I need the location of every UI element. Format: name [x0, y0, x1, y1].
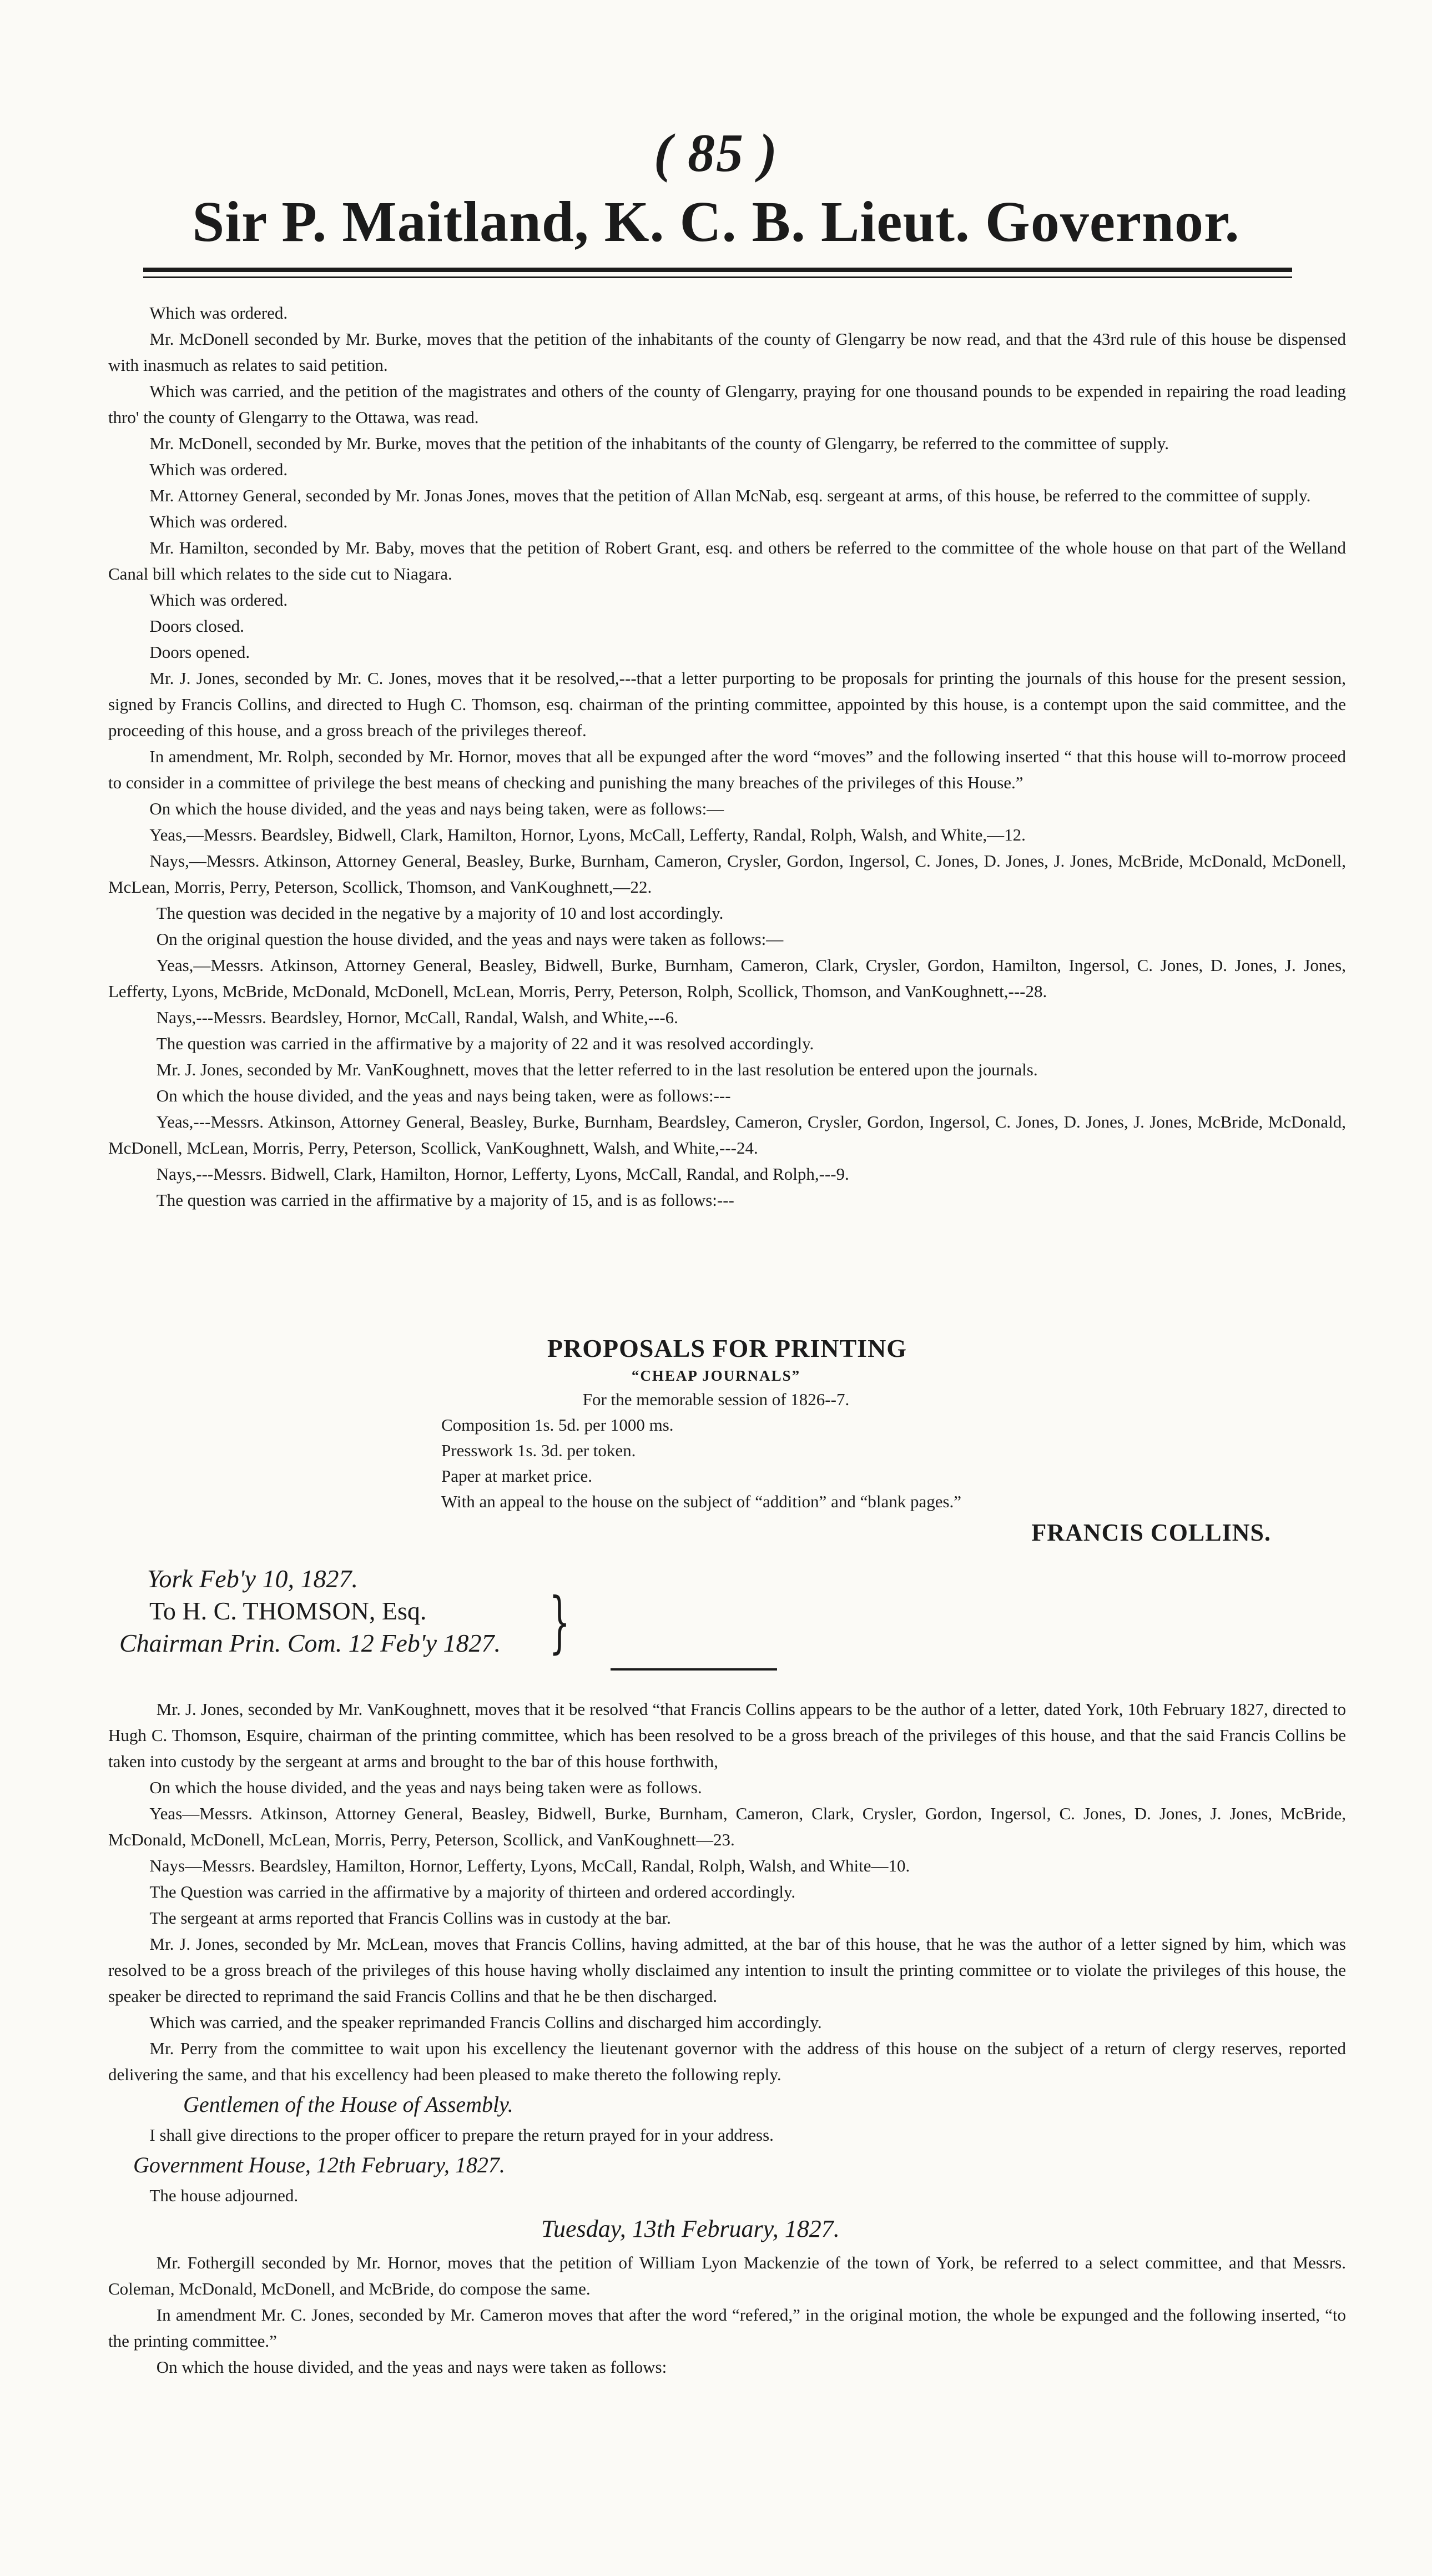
paragraph: On which the house divided, and the yeas and nays being taken, were as follows:—: [149, 799, 724, 818]
paragraph: The question was decided in the negative by a majority of 10 and lost accordingly.: [156, 903, 724, 923]
day-heading: Tuesday, 13th February, 1827.: [541, 2215, 840, 2242]
address-brace: }: [549, 1584, 571, 1661]
paragraph: The Question was carried in the affirmative by a majority of thirteen and ordered accordingly.: [149, 1882, 796, 1901]
paragraph: On the original question the house divided, and the yeas and nays were taken as follows:—: [156, 929, 784, 949]
proposal-line: Paper at market price.: [441, 1466, 592, 1486]
proposal-line: Composition 1s. 5d. per 1000 ms.: [441, 1415, 674, 1435]
paragraph: Mr. Perry from the committee to wait upon his excellency the lieutenant governor with the address of this house on the subject of a return of clergy reserves, reported delivering the same, and that his excellency had been pleased to make thereto the following reply.: [108, 2039, 1346, 2084]
paragraph: Mr. Attorney General, seconded by Mr. Jonas Jones, moves that the petition of Allan McNab, esq. sergeant at arms, of this house, be referred to the committee of supply.: [149, 486, 1311, 505]
paragraph: The sergeant at arms reported that Francis Collins was in custody at the bar.: [149, 1908, 671, 1928]
paragraph: The question was carried in the affirmative by a majority of 22 and it was resolved accordingly.: [156, 1034, 814, 1053]
paragraph: Which was ordered.: [149, 512, 288, 531]
proposal-title: PROPOSALS FOR PRINTING: [547, 1334, 907, 1362]
paragraph: Which was carried, and the petition of the magistrates and others of the county of Glengarry, praying for one thousand pounds to be expended in repairing the road leading thro' the county of Glengarry to the Ottawa, was read.: [108, 381, 1346, 427]
proposal-signature: FRANCIS COLLINS.: [1031, 1519, 1271, 1546]
reply-place-date: Government House, 12th February, 1827.: [133, 2152, 505, 2177]
paragraph: On which the house divided, and the yeas and nays being taken, were as follows:---: [156, 1086, 731, 1105]
paragraph: Mr. McDonell seconded by Mr. Burke, moves that the petition of the inhabitants of the county of Glengarry be now read, and that the 43rd rule of this house be dispensed with inasmuch as relates to said petition.: [108, 329, 1346, 375]
proposal-session: For the memorable session of 1826--7.: [582, 1390, 850, 1409]
adjournment-note: The house adjourned.: [149, 2186, 299, 2205]
proposal-terms: [441, 1412, 1432, 1515]
journal-body-bottom: [108, 1696, 1346, 2380]
header-rule-thin: [143, 276, 1292, 278]
printing-proposal: [0, 1332, 1432, 1515]
paragraph: Nays,---Messrs. Bidwell, Clark, Hamilton, Hornor, Lefferty, Lyons, McCall, Randal, and Rolph,---9.: [156, 1164, 849, 1184]
paragraph: Mr. J. Jones, seconded by Mr. VanKoughnett, moves that the letter referred to in the last resolution be entered upon the journals.: [156, 1060, 1038, 1079]
proposal-subtitle: “CHEAP JOURNALS”: [631, 1367, 801, 1384]
letter-recipient: To H. C. THOMSON, Esq.: [149, 1597, 427, 1625]
section-divider: [611, 1668, 777, 1671]
reply-text: I shall give directions to the proper officer to prepare the return prayed for in your address.: [149, 2125, 774, 2145]
paragraph: Nays—Messrs. Beardsley, Hamilton, Hornor, Lefferty, Lyons, McCall, Randal, Rolph, Walsh, and White—10.: [149, 1856, 910, 1875]
reply-salutation: Gentlemen of the House of Assembly.: [183, 2092, 513, 2117]
paragraph: Yeas—Messrs. Atkinson, Attorney General, Beasley, Bidwell, Burke, Burnham, Cameron, Clark, Crysler, Gordon, Ingersol, C. Jones, D. Jones, J. Jones, McBride, McDonald, McDonell, McLean, Morris, Perry, Peterson, Scollick, and VanKoughnett—23.: [108, 1804, 1346, 1849]
paragraph: On which the house divided, and the yeas and nays being taken were as follows.: [149, 1778, 702, 1797]
letter-address: [119, 1563, 501, 1659]
header-rule-thick: [143, 268, 1292, 272]
proposal-line: Presswork 1s. 3d. per token.: [441, 1441, 636, 1460]
letter-recipient-title: Chairman Prin. Com. 12 Feb'y 1827.: [119, 1629, 501, 1657]
paragraph: Nays,---Messrs. Beardsley, Hornor, McCall, Randal, Walsh, and White,---6.: [156, 1008, 678, 1027]
paragraph: Which was ordered.: [149, 590, 288, 610]
paragraph: Doors opened.: [149, 642, 250, 662]
paragraph: In amendment, Mr. Rolph, seconded by Mr. Hornor, moves that all be expunged after the word “moves” and the following inserted “ that this house will to-morrow proceed to consider in a committee of privilege the best means of checking and punishing the many breaches of the privileges of this House.”: [108, 747, 1346, 792]
paragraph: Yeas,—Messrs. Beardsley, Bidwell, Clark, Hamilton, Hornor, Lyons, McCall, Lefferty, Randal, Rolph, Walsh, and White,—12.: [149, 825, 1026, 844]
paragraph: On which the house divided, and the yeas and nays were taken as follows:: [156, 2357, 667, 2377]
paragraph: Mr. Hamilton, seconded by Mr. Baby, moves that the petition of Robert Grant, esq. and others be referred to the committee of the whole house on that part of the Welland Canal bill which relates to the side cut to Niagara.: [108, 538, 1346, 583]
paragraph: In amendment Mr. C. Jones, seconded by Mr. Cameron moves that after the word “refered,” in the original motion, the whole be expunged and the following inserted, “to the printing committee.”: [108, 2305, 1346, 2351]
paragraph: Which was ordered.: [149, 460, 288, 479]
paragraph: Mr. J. Jones, seconded by Mr. VanKoughnett, moves that it be resolved “that Francis Collins appears to be the author of a letter, dated York, 10th February 1827, directed to Hugh C. Thomson, Esquire, chairman of the printing committee, which has been resolved to be a gross breach of the privileges of this house, and that the said Francis Collins be taken into custody by the sergeant at arms and brought to the bar of this house forthwith,: [108, 1699, 1346, 1771]
page-number: ( 85 ): [653, 123, 779, 183]
paragraph: Mr. J. Jones, seconded by Mr. C. Jones, moves that it be resolved,---that a letter purporting to be proposals for printing the journals of this house for the present session, signed by Francis Collins, and directed to Hugh C. Thomson, esq. chairman of the printing committee, appointed by this house, is a contempt upon the said committee, and the proceeding of this house, and a gross breach of the privileges thereof.: [108, 668, 1346, 740]
paragraph: Yeas,—Messrs. Atkinson, Attorney General, Beasley, Bidwell, Burke, Burnham, Cameron, Clark, Crysler, Gordon, Hamilton, Ingersol, C. Jones, D. Jones, J. Jones, Lefferty, Lyons, McBride, McDonald, McDonell, McLean, Morris, Perry, Peterson, Rolph, Scollick, Thomson, and VanKoughnett,---28.: [108, 955, 1346, 1001]
paragraph: Doors closed.: [149, 616, 244, 636]
paragraph: Mr. Fothergill seconded by Mr. Hornor, moves that the petition of William Lyon Mackenzie of the town of York, be referred to a select committee, and that Messrs. Coleman, McDonald, McDonell, and McBride, do compose the same.: [108, 2253, 1346, 2298]
paragraph: Nays,—Messrs. Atkinson, Attorney General, Beasley, Burke, Burnham, Cameron, Crysler, Gordon, Ingersol, C. Jones, D. Jones, J. Jones, McBride, McDonald, McDonell, McLean, Morris, Perry, Peterson, Scollick, Thomson, and VanKoughnett,—22.: [108, 851, 1346, 897]
paragraph: Mr. J. Jones, seconded by Mr. McLean, moves that Francis Collins, having admitted, at the bar of this house, that he was the author of a letter signed by him, which was resolved to be a gross breach of the privileges of this house having wholly disclaimed any intention to insult the printing committee or to violate the privileges of this house, the speaker be directed to reprimand the said Francis Collins and that he be then discharged.: [108, 1934, 1346, 2006]
letter-date: York Feb'y 10, 1827.: [147, 1564, 358, 1593]
paragraph: Which was ordered.: [149, 303, 288, 323]
paragraph: Mr. McDonell, seconded by Mr. Burke, moves that the petition of the inhabitants of the county of Glengarry, be referred to the committee of supply.: [149, 434, 1169, 453]
page-header: Sir P. Maitland, K. C. B. Lieut. Governor.: [192, 190, 1240, 254]
proposal-line: With an appeal to the house on the subject of “addition” and “blank pages.”: [441, 1492, 962, 1511]
journal-body-top: [108, 300, 1346, 1213]
paragraph: The question was carried in the affirmative by a majority of 15, and is as follows:---: [156, 1190, 734, 1210]
paragraph: Yeas,---Messrs. Atkinson, Attorney General, Beasley, Burke, Burnham, Beardsley, Cameron, Crysler, Gordon, Ingersol, C. Jones, D. Jones, J. Jones, McBride, McDonald, McDonell, McLean, Morris, Perry, Peterson, Scollick, VanKoughnett, Walsh, and White,---24.: [108, 1112, 1346, 1158]
paragraph: Which was carried, and the speaker reprimanded Francis Collins and discharged him accordingly.: [149, 2012, 822, 2032]
